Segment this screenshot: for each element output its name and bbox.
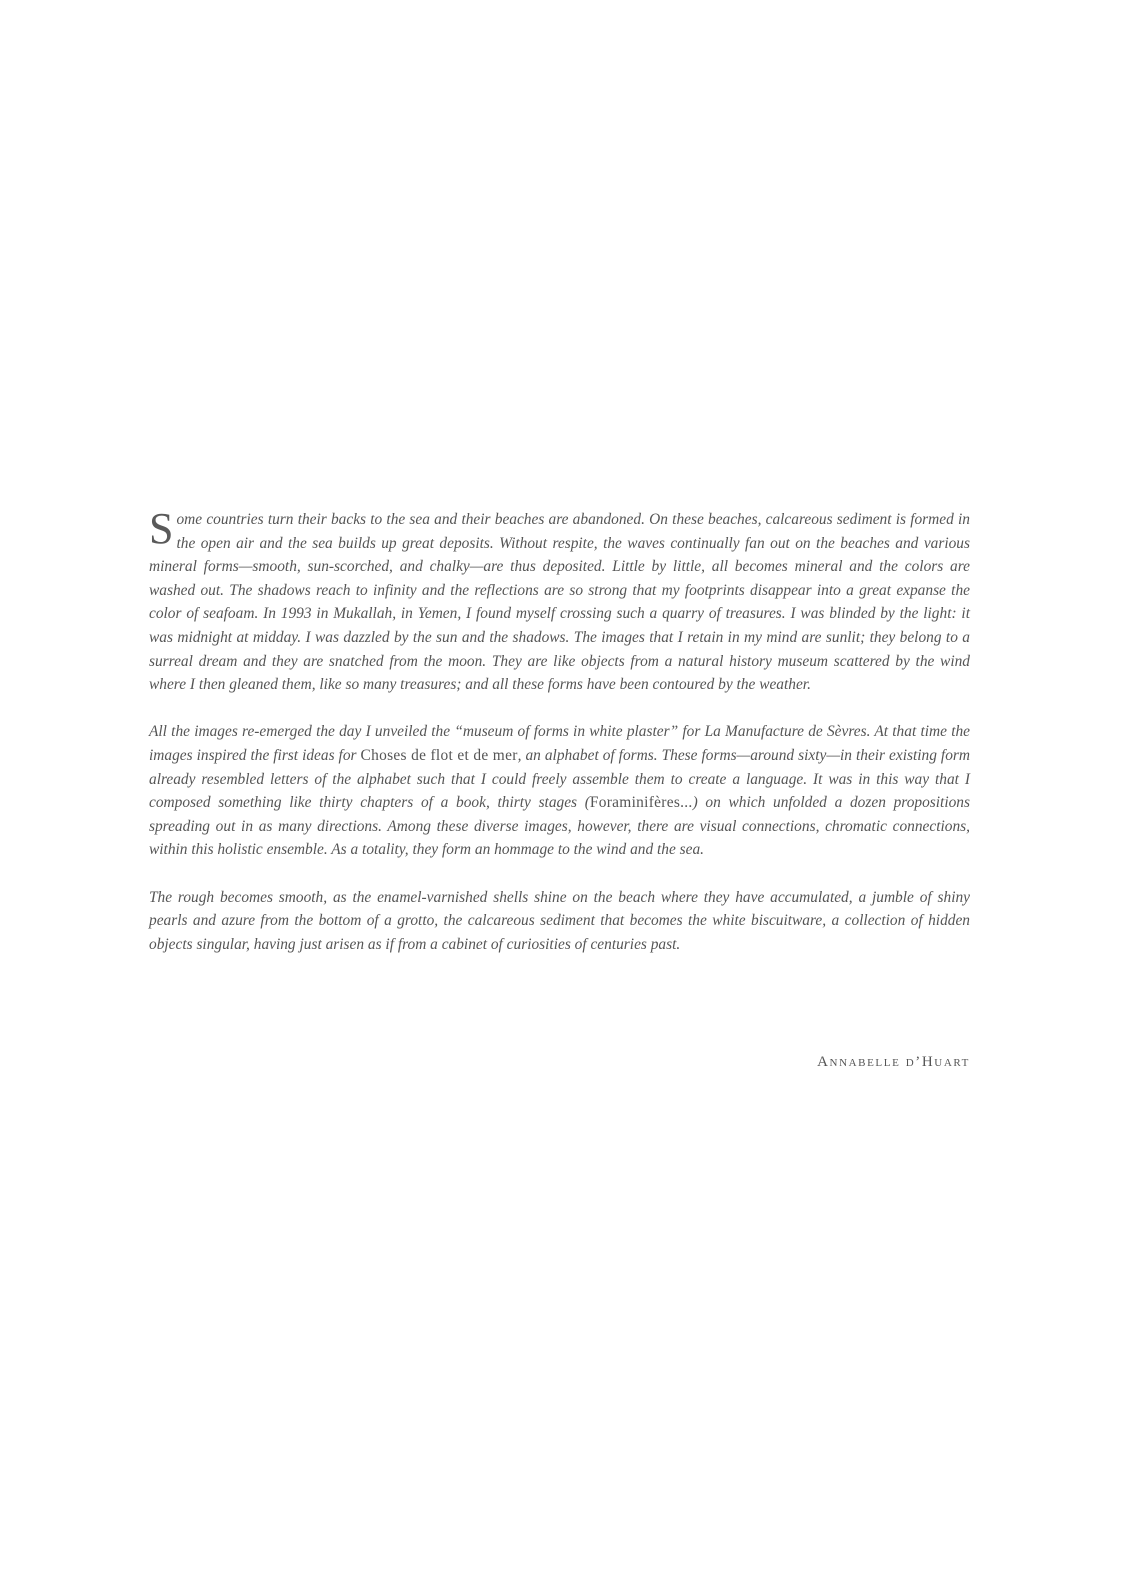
drop-cap: S [149,504,174,553]
paragraph-2-part-3: ) on which unfolded a dozen propositions spreading out in as many directions. Among these diverse images, however, there are visual connections, chromatic connections, within this holistic ensemble. As a totality, they form an hommage to the wind and the sea. [149,794,970,859]
paragraph-2-part-2: , an alphabet of forms. These forms—around sixty—in their existing form already resembled letters of the alphabet such that I could freely assemble them to create a language. It was in this way that I composed something like thirty chapters of a book, thirty stages ( [149,746,970,812]
book-title-foraminiferes: Foraminifères... [589,794,693,812]
book-title-choses: Choses de flot et de mer [360,746,518,764]
paragraph-1-text: ome countries turn their backs to the sea and their beaches are abandoned. On these beaches, calcareous sediment is formed in the open air and the sea builds up great deposits. Without respite, the waves continually fan out on the beaches and various mineral forms—smooth, sun-scorched, and chalky—are thus deposited. Little by little, all becomes mineral and the colors are washed out. The shadows reach to infinity and the reflections are so strong that my footprints disappear into a great expanse the color of seafoam. In 1993 in Mukallah, in Yemen, I found myself crossing such a quarry of treasures. I was blinded by the light: it was midnight at midday. I was dazzled by the sun and the shadows. The images that I retain in my mind are sunlit; they belong to a surreal dream and they are snatched from the moon. They are like objects from a natural history museum scattered by the wind where I then gleaned them, like so many treasures; and all these forms have been contoured by the weather. [149,511,970,694]
author-signature: Annabelle d’Huart [817,1054,970,1070]
paragraph-2-part-1: All the images re-emerged the day I unveiled the “museum of forms in white plaster” for La Manufacture de Sèvres. At that time the images inspired the first ideas for [149,723,970,764]
essay-body [149,504,970,980]
paragraph-1 [149,504,970,697]
paragraph-3 [149,886,970,957]
paragraph-2 [149,720,970,862]
paragraph-3-text: The rough becomes smooth, as the enamel-varnished shells shine on the beach where they have accumulated, a jumble of shiny pearls and azure from the bottom of a grotto, the calcareous sediment that becomes the white biscuitware, a collection of hidden objects singular, having just arisen as if from a cabinet of curiosities of centuries past. [149,888,970,953]
